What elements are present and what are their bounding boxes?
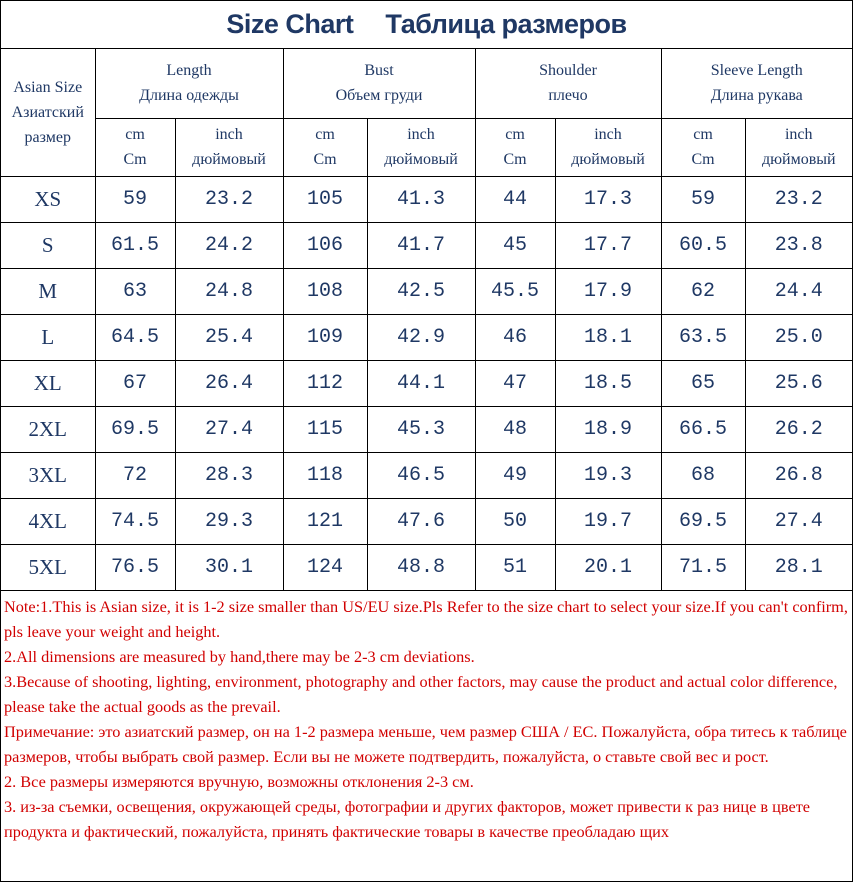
unit-en: inch — [407, 126, 435, 143]
table-cell: 118 — [283, 452, 367, 498]
table-cell: 26.8 — [745, 452, 852, 498]
table-cell: 19.3 — [555, 452, 661, 498]
table-cell: 23.2 — [175, 176, 283, 222]
table-cell: 25.6 — [745, 360, 852, 406]
unit-ru: дюймовый — [192, 151, 266, 168]
table-row — [1, 452, 852, 498]
table-cell: 24.2 — [175, 222, 283, 268]
table-cell: 41.3 — [367, 176, 475, 222]
unit-ru: дюймовый — [761, 151, 836, 168]
unit-ru: Cm — [691, 151, 715, 168]
length-header — [95, 49, 283, 118]
table-cell: 42.9 — [367, 314, 475, 360]
size-column-header — [1, 49, 95, 176]
table-cell: 44 — [475, 176, 555, 222]
table-row — [1, 314, 852, 360]
table-cell: 17.7 — [555, 222, 661, 268]
table-cell: 18.5 — [555, 360, 661, 406]
table-row — [1, 498, 852, 544]
unit-ru: дюймовый — [571, 151, 645, 168]
table-cell: 28.3 — [175, 452, 283, 498]
table-cell: 124 — [283, 544, 367, 590]
unit-en: cm — [125, 126, 145, 143]
table-cell: 48.8 — [367, 544, 475, 590]
group-header-en: Shoulder — [539, 62, 597, 80]
size-header-line: размер — [24, 128, 71, 146]
table-cell: 76.5 — [95, 544, 175, 590]
table-cell: 121 — [283, 498, 367, 544]
table-cell: 23.2 — [745, 176, 852, 222]
size-label: 5XL — [1, 544, 95, 590]
table-cell: 42.5 — [367, 268, 475, 314]
chart-title — [1, 1, 852, 49]
unit-en: inch — [215, 126, 243, 143]
note-paragraph: 3. из-за съемки, освещения, окружающей среды, фотографии и других факторов, может привести к раз нице в цвете продукта и фактический, пожалуйста, принять фактические товары в качестве преобладаю щих — [4, 797, 811, 841]
table-cell: 106 — [283, 222, 367, 268]
group-header-ru: Длина одежды — [139, 87, 239, 105]
unit-cm-header — [95, 118, 175, 176]
unit-ru: Cm — [313, 151, 337, 168]
table-cell: 27.4 — [745, 498, 852, 544]
table-cell: 68 — [661, 452, 745, 498]
unit-inch-header — [367, 118, 475, 176]
table-cell: 45 — [475, 222, 555, 268]
size-label: XS — [1, 176, 95, 222]
shoulder-header — [475, 49, 661, 118]
size-label: S — [1, 222, 95, 268]
table-cell: 74.5 — [95, 498, 175, 544]
sleeve-length-header — [661, 49, 852, 118]
size-label: M — [1, 268, 95, 314]
unit-inch-header — [745, 118, 852, 176]
table-cell: 108 — [283, 268, 367, 314]
table-cell: 17.9 — [555, 268, 661, 314]
table-cell: 61.5 — [95, 222, 175, 268]
unit-en: cm — [693, 126, 713, 143]
unit-en: inch — [784, 126, 813, 143]
table-cell: 17.3 — [555, 176, 661, 222]
table-cell: 25.0 — [745, 314, 852, 360]
size-label: 4XL — [1, 498, 95, 544]
group-header-en: Bust — [364, 62, 394, 80]
table-cell: 46 — [475, 314, 555, 360]
table-cell: 47 — [475, 360, 555, 406]
table-cell: 59 — [95, 176, 175, 222]
unit-cm-header — [475, 118, 555, 176]
table-cell: 72 — [95, 452, 175, 498]
table-cell: 27.4 — [175, 406, 283, 452]
unit-en: cm — [315, 126, 335, 143]
table-cell: 45.5 — [475, 268, 555, 314]
unit-ru: Cm — [123, 151, 147, 168]
table-cell: 24.4 — [745, 268, 852, 314]
table-cell: 41.7 — [367, 222, 475, 268]
table-cell: 45.3 — [367, 406, 475, 452]
table-cell: 64.5 — [95, 314, 175, 360]
table-cell: 26.2 — [745, 406, 852, 452]
group-header-en: Sleeve Length — [710, 62, 803, 80]
table-cell: 28.1 — [745, 544, 852, 590]
table-row — [1, 268, 852, 314]
table-cell: 112 — [283, 360, 367, 406]
note-paragraph: Примечание: это азиатский размер, он на 1-2 размера меньше, чем размер США / ЕС. Пожалуйста, обра титесь к таблице размеров, чтобы выбрать свой размер. Если вы не можете подтвердить, пожалуйста, о ставьте свой вес и рост. — [4, 722, 847, 766]
group-header-ru: плечо — [548, 87, 588, 105]
unit-inch-header — [175, 118, 283, 176]
table-row — [1, 222, 852, 268]
title-english: Size Chart — [226, 9, 354, 39]
size-header-line: Азиатский — [11, 103, 84, 121]
size-header-line: Asian Size — [13, 78, 83, 96]
size-label: 2XL — [1, 406, 95, 452]
table-cell: 24.8 — [175, 268, 283, 314]
size-table — [1, 49, 852, 590]
table-cell: 62 — [661, 268, 745, 314]
unit-inch-header — [555, 118, 661, 176]
unit-header-row — [1, 118, 852, 176]
table-cell: 49 — [475, 452, 555, 498]
note-paragraph: 2.All dimensions are measured by hand,there may be 2-3 cm deviations. — [4, 647, 475, 666]
table-cell: 71.5 — [661, 544, 745, 590]
table-cell: 50 — [475, 498, 555, 544]
table-cell: 23.8 — [745, 222, 852, 268]
group-header-ru: Длина рукава — [710, 87, 803, 105]
table-cell: 105 — [283, 176, 367, 222]
note-paragraph: Note:1.This is Asian size, it is 1-2 size smaller than US/EU size.Pls Refer to the size chart to select your size.If you can't confirm, pls leave your weight and height. — [4, 597, 848, 641]
unit-cm-header — [661, 118, 745, 176]
table-cell: 20.1 — [555, 544, 661, 590]
table-cell: 67 — [95, 360, 175, 406]
size-label: L — [1, 314, 95, 360]
table-cell: 109 — [283, 314, 367, 360]
table-cell: 46.5 — [367, 452, 475, 498]
table-cell: 51 — [475, 544, 555, 590]
group-header-en: Length — [166, 62, 212, 80]
table-row — [1, 406, 852, 452]
table-cell: 69.5 — [661, 498, 745, 544]
bust-header — [283, 49, 475, 118]
unit-ru: Cm — [503, 151, 527, 168]
table-cell: 63 — [95, 268, 175, 314]
table-row — [1, 360, 852, 406]
unit-ru: дюймовый — [384, 151, 458, 168]
table-cell: 115 — [283, 406, 367, 452]
table-cell: 18.1 — [555, 314, 661, 360]
title-russian: Таблица размеров — [385, 9, 627, 39]
size-label: 3XL — [1, 452, 95, 498]
table-cell: 26.4 — [175, 360, 283, 406]
table-cell: 60.5 — [661, 222, 745, 268]
table-cell: 69.5 — [95, 406, 175, 452]
unit-cm-header — [283, 118, 367, 176]
table-cell: 48 — [475, 406, 555, 452]
group-header-ru: Объем груди — [335, 87, 423, 105]
table-cell: 65 — [661, 360, 745, 406]
table-cell: 63.5 — [661, 314, 745, 360]
table-cell: 18.9 — [555, 406, 661, 452]
unit-en: cm — [505, 126, 525, 143]
table-cell: 44.1 — [367, 360, 475, 406]
unit-en: inch — [594, 126, 622, 143]
note-paragraph: 2. Все размеры измеряются вручную, возможны отклонения 2-3 см. — [4, 772, 474, 791]
table-cell: 30.1 — [175, 544, 283, 590]
table-cell: 47.6 — [367, 498, 475, 544]
table-row — [1, 176, 852, 222]
group-header-row — [1, 49, 852, 118]
table-cell: 29.3 — [175, 498, 283, 544]
table-row — [1, 544, 852, 590]
table-cell: 19.7 — [555, 498, 661, 544]
table-cell: 66.5 — [661, 406, 745, 452]
table-cell: 59 — [661, 176, 745, 222]
size-label: XL — [1, 360, 95, 406]
table-cell: 25.4 — [175, 314, 283, 360]
notes-section — [1, 590, 852, 844]
note-paragraph: 3.Because of shooting, lighting, environment, photography and other factors, may cause the product and actual color difference, please take the actual goods as the prevail. — [4, 672, 838, 716]
